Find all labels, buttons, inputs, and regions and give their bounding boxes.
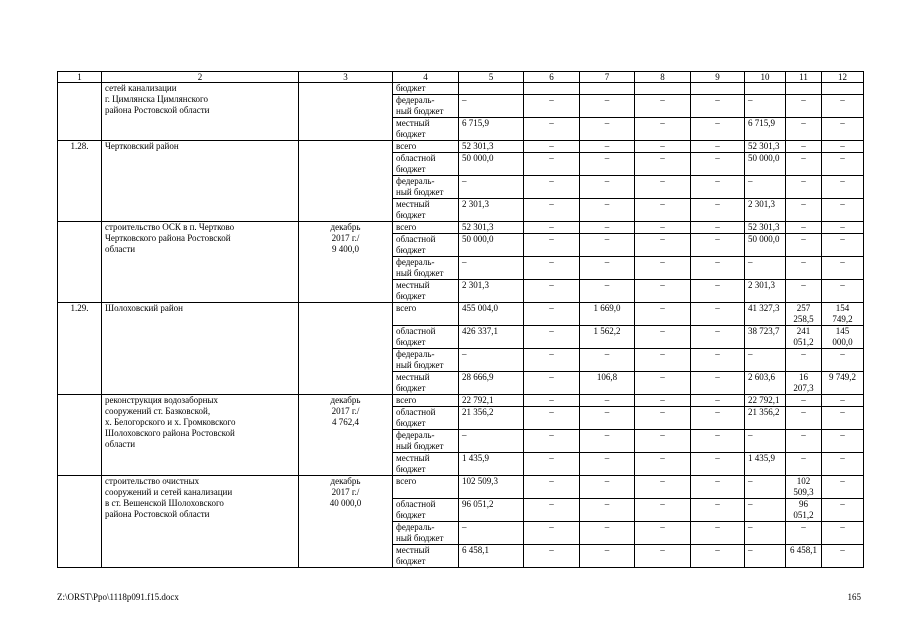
value-col-8: –	[635, 176, 691, 199]
value-col-8: –	[635, 141, 691, 153]
value-col-6: –	[524, 118, 580, 141]
value-col-8: –	[635, 453, 691, 476]
value-col-9: –	[691, 257, 745, 280]
value-col-12: –	[822, 499, 864, 522]
value-col-7: –	[580, 280, 635, 303]
value-col-8: –	[635, 476, 691, 499]
value-col-5: 52 301,3	[459, 222, 524, 234]
value-col-9: –	[691, 141, 745, 153]
value-col-7: –	[580, 222, 635, 234]
value-col-8: –	[635, 118, 691, 141]
column-number-1: 1	[58, 72, 102, 83]
value-col-11: –	[786, 407, 822, 430]
item-name: строительство очистных сооружений и сетей канализации в ст. Вешенской Шолоховского района Ростовской области	[102, 476, 299, 568]
value-col-9: –	[691, 476, 745, 499]
value-col-5: 28 666,9	[459, 372, 524, 395]
value-col-7: 106,8	[580, 372, 635, 395]
value-col-11: –	[786, 141, 822, 153]
value-col-12: 154 749,2	[822, 303, 864, 326]
value-col-6: –	[524, 476, 580, 499]
value-col-5: 2 301,3	[459, 280, 524, 303]
table-row	[58, 476, 864, 499]
value-col-6: –	[524, 153, 580, 176]
item-name: реконструкция водозаборных сооружений ст. Базковской, х. Белогорского и х. Громковского Шолоховского района Ростовской области	[102, 395, 299, 476]
value-col-8: –	[635, 372, 691, 395]
column-number-6: 6	[524, 72, 580, 83]
value-col-7: –	[580, 176, 635, 199]
value-col-8: –	[635, 407, 691, 430]
funding-source: областной бюджет	[393, 499, 459, 522]
value-col-11: –	[786, 349, 822, 372]
item-term: декабрь 2017 г./ 4 762,4	[299, 395, 393, 476]
value-col-12: –	[822, 407, 864, 430]
value-col-7: –	[580, 349, 635, 372]
value-col-8: –	[635, 153, 691, 176]
value-col-7: –	[580, 199, 635, 222]
item-number	[58, 222, 102, 303]
value-col-12: 145 000,0	[822, 326, 864, 349]
value-col-7: –	[580, 257, 635, 280]
funding-source: федераль- ный бюджет	[393, 176, 459, 199]
value-col-5: 50 000,0	[459, 234, 524, 257]
value-col-5: 52 301,3	[459, 141, 524, 153]
value-col-10: 52 301,3	[745, 141, 786, 153]
funding-source: всего	[393, 222, 459, 234]
value-col-5: 50 000,0	[459, 153, 524, 176]
value-col-11: 96 051,2	[786, 499, 822, 522]
value-col-5: 2 301,3	[459, 199, 524, 222]
funding-source: местный бюджет	[393, 118, 459, 141]
value-col-6: –	[524, 176, 580, 199]
value-col-6: –	[524, 141, 580, 153]
value-col-9: –	[691, 222, 745, 234]
value-col-11: –	[786, 95, 822, 118]
item-name: строительство ОСК в п. Чертково Чертковского района Ростовской области	[102, 222, 299, 303]
value-col-12: –	[822, 141, 864, 153]
funding-source: федераль- ный бюджет	[393, 95, 459, 118]
value-col-10: 1 435,9	[745, 453, 786, 476]
item-number: 1.29.	[58, 303, 102, 395]
column-number-12: 12	[822, 72, 864, 83]
value-col-7: –	[580, 453, 635, 476]
funding-source: областной бюджет	[393, 153, 459, 176]
value-col-12: 9 749,2	[822, 372, 864, 395]
value-col-9: –	[691, 499, 745, 522]
value-col-12: –	[822, 476, 864, 499]
value-col-10: –	[745, 545, 786, 568]
table-row	[58, 395, 864, 407]
value-col-5: 22 792,1	[459, 395, 524, 407]
funding-source: местный бюджет	[393, 280, 459, 303]
item-name: Чертковский район	[102, 141, 299, 222]
value-col-10: 50 000,0	[745, 234, 786, 257]
value-col-6: –	[524, 349, 580, 372]
value-col-9: –	[691, 407, 745, 430]
value-col-11: –	[786, 453, 822, 476]
value-col-10	[745, 83, 786, 95]
value-col-7: –	[580, 95, 635, 118]
value-col-12: –	[822, 199, 864, 222]
value-col-12: –	[822, 280, 864, 303]
value-col-6: –	[524, 545, 580, 568]
value-col-9: –	[691, 303, 745, 326]
value-col-6: –	[524, 234, 580, 257]
value-col-10: –	[745, 522, 786, 545]
value-col-6: –	[524, 522, 580, 545]
value-col-10: 2 603,6	[745, 372, 786, 395]
value-col-6: –	[524, 499, 580, 522]
value-col-7: –	[580, 476, 635, 499]
column-number-row	[58, 72, 864, 83]
value-col-11: –	[786, 176, 822, 199]
value-col-8: –	[635, 349, 691, 372]
value-col-11: –	[786, 522, 822, 545]
value-col-6: –	[524, 222, 580, 234]
value-col-5: 102 509,3	[459, 476, 524, 499]
value-col-10: –	[745, 499, 786, 522]
item-number	[58, 476, 102, 568]
funding-source: местный бюджет	[393, 545, 459, 568]
column-number-4: 4	[393, 72, 459, 83]
value-col-7: 1 669,0	[580, 303, 635, 326]
value-col-5: 426 337,1	[459, 326, 524, 349]
funding-source: всего	[393, 395, 459, 407]
value-col-7	[580, 83, 635, 95]
value-col-7: –	[580, 407, 635, 430]
value-col-11: –	[786, 280, 822, 303]
value-col-9: –	[691, 522, 745, 545]
value-col-9: –	[691, 118, 745, 141]
value-col-8: –	[635, 522, 691, 545]
value-col-5: –	[459, 257, 524, 280]
value-col-5: –	[459, 349, 524, 372]
funding-source: всего	[393, 141, 459, 153]
item-term	[299, 83, 393, 141]
table-row	[58, 83, 864, 95]
value-col-8: –	[635, 234, 691, 257]
column-number-7: 7	[580, 72, 635, 83]
value-col-12: –	[822, 234, 864, 257]
value-col-9: –	[691, 453, 745, 476]
column-number-8: 8	[635, 72, 691, 83]
value-col-12: –	[822, 118, 864, 141]
value-col-7: –	[580, 430, 635, 453]
value-col-10: 2 301,3	[745, 199, 786, 222]
value-col-6: –	[524, 326, 580, 349]
value-col-6: –	[524, 199, 580, 222]
value-col-10: –	[745, 430, 786, 453]
value-col-6: –	[524, 453, 580, 476]
footer-page-number: 165	[847, 592, 861, 602]
value-col-5: –	[459, 176, 524, 199]
funding-source: местный бюджет	[393, 199, 459, 222]
funding-source: местный бюджет	[393, 372, 459, 395]
value-col-8: –	[635, 280, 691, 303]
funding-source: федераль- ный бюджет	[393, 349, 459, 372]
value-col-5: –	[459, 522, 524, 545]
value-col-10: 50 000,0	[745, 153, 786, 176]
value-col-11: –	[786, 430, 822, 453]
value-col-7: 1 562,2	[580, 326, 635, 349]
value-col-8: –	[635, 303, 691, 326]
value-col-12: –	[822, 95, 864, 118]
value-col-10: –	[745, 476, 786, 499]
funding-source: федераль- ный бюджет	[393, 430, 459, 453]
value-col-9: –	[691, 430, 745, 453]
value-col-9: –	[691, 372, 745, 395]
table-row	[58, 222, 864, 234]
item-name: Шолоховский район	[102, 303, 299, 395]
value-col-8: –	[635, 95, 691, 118]
value-col-7: –	[580, 141, 635, 153]
value-col-12: –	[822, 349, 864, 372]
value-col-9	[691, 83, 745, 95]
value-col-11: –	[786, 118, 822, 141]
value-col-10: 52 301,3	[745, 222, 786, 234]
value-col-6: –	[524, 395, 580, 407]
value-col-12: –	[822, 430, 864, 453]
value-col-6: –	[524, 303, 580, 326]
item-term	[299, 303, 393, 395]
value-col-9: –	[691, 349, 745, 372]
column-number-9: 9	[691, 72, 745, 83]
value-col-7: –	[580, 234, 635, 257]
value-col-12	[822, 83, 864, 95]
value-col-8: –	[635, 222, 691, 234]
value-col-9: –	[691, 176, 745, 199]
item-term: декабрь 2017 г./ 9 400,0	[299, 222, 393, 303]
value-col-11: 241 051,2	[786, 326, 822, 349]
value-col-9: –	[691, 95, 745, 118]
column-number-11: 11	[786, 72, 822, 83]
value-col-7: –	[580, 499, 635, 522]
value-col-10: 21 356,2	[745, 407, 786, 430]
funding-source: областной бюджет	[393, 326, 459, 349]
column-number-3: 3	[299, 72, 393, 83]
value-col-8: –	[635, 326, 691, 349]
value-col-8: –	[635, 545, 691, 568]
value-col-10: –	[745, 349, 786, 372]
value-col-12: –	[822, 257, 864, 280]
funding-source: всего	[393, 303, 459, 326]
value-col-7: –	[580, 395, 635, 407]
value-col-11: –	[786, 257, 822, 280]
value-col-12: –	[822, 153, 864, 176]
value-col-9: –	[691, 395, 745, 407]
value-col-11: –	[786, 153, 822, 176]
value-col-5: 1 435,9	[459, 453, 524, 476]
value-col-11	[786, 83, 822, 95]
value-col-7: –	[580, 118, 635, 141]
value-col-12: –	[822, 545, 864, 568]
value-col-6: –	[524, 257, 580, 280]
value-col-10: 38 723,7	[745, 326, 786, 349]
column-number-10: 10	[745, 72, 786, 83]
value-col-6: –	[524, 95, 580, 118]
value-col-6: –	[524, 430, 580, 453]
value-col-9: –	[691, 545, 745, 568]
value-col-6: –	[524, 407, 580, 430]
funding-source: областной бюджет	[393, 234, 459, 257]
value-col-5: 96 051,2	[459, 499, 524, 522]
value-col-10: –	[745, 176, 786, 199]
value-col-11: 102 509,3	[786, 476, 822, 499]
item-number	[58, 83, 102, 141]
value-col-11: –	[786, 199, 822, 222]
value-col-9: –	[691, 234, 745, 257]
value-col-5: 455 004,0	[459, 303, 524, 326]
value-col-5: 6 458,1	[459, 545, 524, 568]
value-col-5: –	[459, 95, 524, 118]
table-row	[58, 303, 864, 326]
funding-source: федераль- ный бюджет	[393, 257, 459, 280]
funding-source: областной бюджет	[393, 407, 459, 430]
value-col-9: –	[691, 280, 745, 303]
funding-source: бюджет	[393, 83, 459, 95]
value-col-5: 21 356,2	[459, 407, 524, 430]
value-col-8: –	[635, 257, 691, 280]
value-col-6: –	[524, 280, 580, 303]
value-col-10: 2 301,3	[745, 280, 786, 303]
value-col-9: –	[691, 199, 745, 222]
value-col-7: –	[580, 522, 635, 545]
value-col-5: –	[459, 430, 524, 453]
value-col-8: –	[635, 430, 691, 453]
value-col-12: –	[822, 176, 864, 199]
value-col-8: –	[635, 499, 691, 522]
funding-source: местный бюджет	[393, 453, 459, 476]
value-col-12: –	[822, 522, 864, 545]
funding-source: всего	[393, 476, 459, 499]
value-col-12: –	[822, 453, 864, 476]
value-col-8: –	[635, 395, 691, 407]
value-col-9: –	[691, 326, 745, 349]
value-col-11: –	[786, 222, 822, 234]
value-col-10: –	[745, 257, 786, 280]
value-col-10: –	[745, 95, 786, 118]
value-col-12: –	[822, 395, 864, 407]
value-col-11: –	[786, 395, 822, 407]
value-col-6: –	[524, 372, 580, 395]
value-col-10: 41 327,3	[745, 303, 786, 326]
value-col-11: 6 458,1	[786, 545, 822, 568]
value-col-12: –	[822, 222, 864, 234]
footer-file-path: Z:\ORST\Ppo\1118p091.f15.docx	[57, 592, 179, 602]
value-col-10: 22 792,1	[745, 395, 786, 407]
value-col-11: –	[786, 234, 822, 257]
value-col-10: 6 715,9	[745, 118, 786, 141]
table-row	[58, 141, 864, 153]
column-number-5: 5	[459, 72, 524, 83]
item-term	[299, 141, 393, 222]
value-col-7: –	[580, 545, 635, 568]
value-col-9: –	[691, 153, 745, 176]
value-col-8	[635, 83, 691, 95]
value-col-11: 257 258,5	[786, 303, 822, 326]
value-col-5: 6 715,9	[459, 118, 524, 141]
value-col-7: –	[580, 153, 635, 176]
value-col-11: 16 207,3	[786, 372, 822, 395]
value-col-5	[459, 83, 524, 95]
budget-table	[57, 71, 864, 568]
item-number: 1.28.	[58, 141, 102, 222]
item-name: сетей канализации г. Цимлянска Цимлянского района Ростовской области	[102, 83, 299, 141]
value-col-6	[524, 83, 580, 95]
value-col-8: –	[635, 199, 691, 222]
item-term: декабрь 2017 г./ 40 000,0	[299, 476, 393, 568]
item-number	[58, 395, 102, 476]
funding-source: федераль- ный бюджет	[393, 522, 459, 545]
column-number-2: 2	[102, 72, 299, 83]
